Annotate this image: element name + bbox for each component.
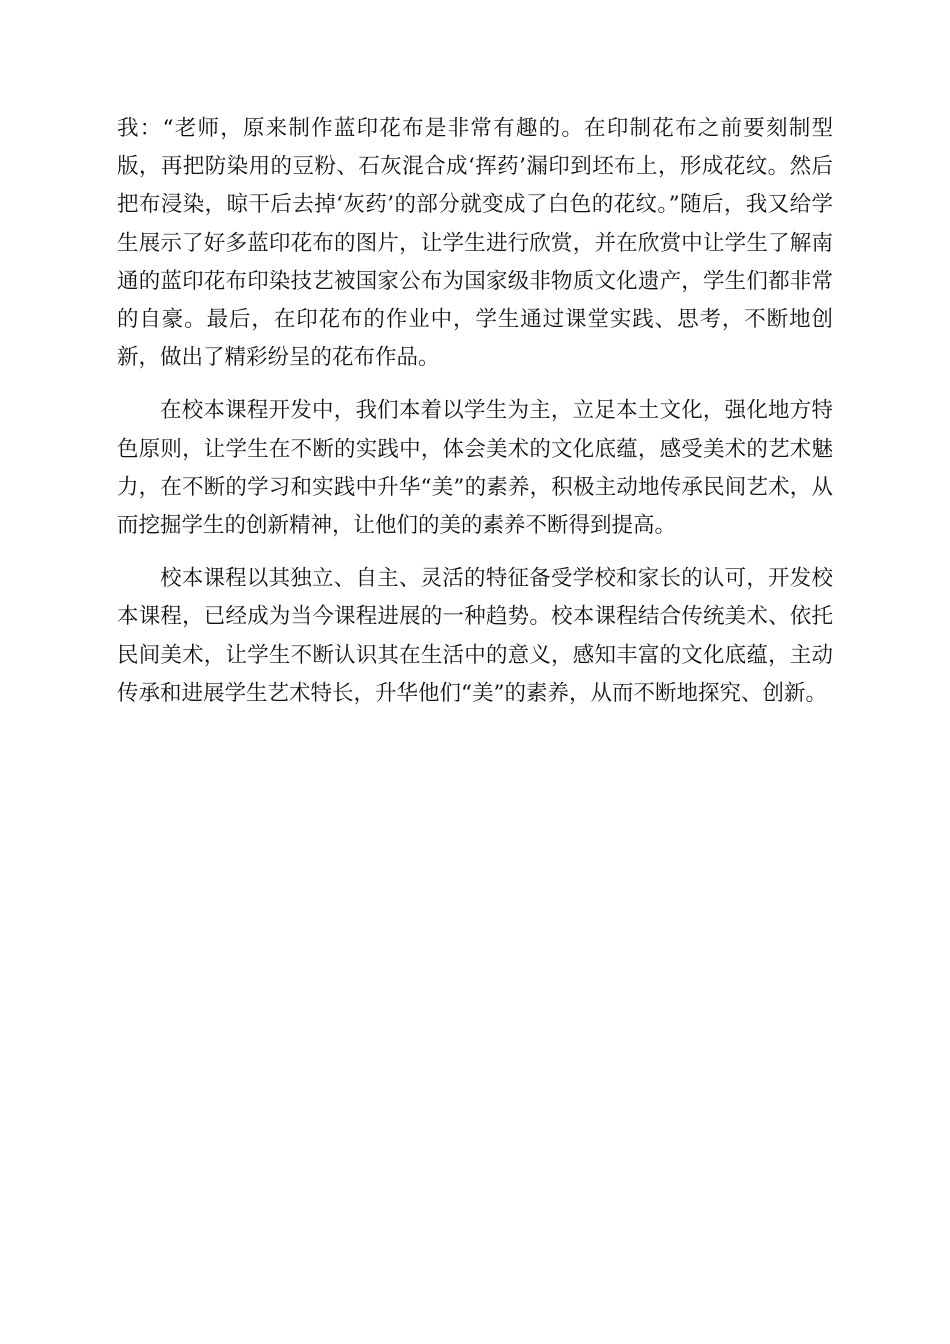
paragraph-conclusion: 校本课程以其独立、自主、灵活的特征备受学校和家长的认可，开发校本课程，已经成为当今课程进展的一种趋势。校本课程结合传统美术、依托民间美术，让学生不断认识其在生活中的意义，感知丰富的文化底蕴，主动传承和进展学生艺术特长，升华他们“美”的素养，从而不断地探究、创新。 <box>117 566 833 706</box>
paragraph-dialogue-continuation: 我：“老师，原来制作蓝印花布是非常有趣的。在印制花布之前要刻制型版，再把防染用的豆粉、石灰混合成‘挥药’漏印到坯布上，形成花纹。然后把布浸染，晾干后去掉‘灰药’的部分就变成了白色的花纹。”随后，我又给学生展示了好多蓝印花布的图片，让学生进行欣赏，并在欣赏中让学生了解南通的蓝印花布印染技艺被国家公布为国家级非物质文化遗产，学生们都非常的自豪。最后，在印花布的作业中，学生通过课堂实践、思考，不断地创新，做出了精彩纷呈的花布作品。 <box>117 116 833 371</box>
document-body <box>117 110 833 728</box>
paragraph-course-development: 在校本课程开发中，我们本着以学生为主，立足本土文化，强化地方特色原则，让学生在不断的实践中，体会美术的文化底蕴，感受美术的艺术魅力，在不断的学习和实践中升华“美”的素养，积极主动地传承民间艺术，从而挖掘学生的创新精神，让他们的美的素养不断得到提高。 <box>117 398 833 539</box>
